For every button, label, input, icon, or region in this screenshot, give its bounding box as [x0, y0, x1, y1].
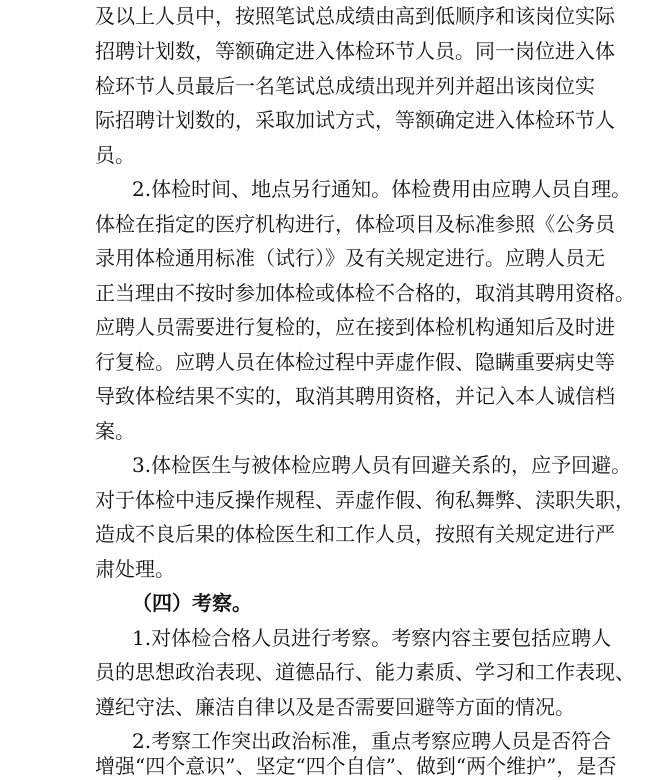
text-line: 检环节人员最后一名笔试总成绩出现并列并超出该岗位实 [95, 74, 595, 98]
text-line: 造成不良后果的体检医生和工作人员，按照有关规定进行严 [95, 522, 615, 546]
text-line: 正当理由不按时参加体检或体检不合格的，取消其聘用资格。 [95, 281, 635, 305]
text-line: 招聘计划数，等额确定进入体检环节人员。同一岗位进入体 [95, 39, 615, 63]
text-line: 行复检。应聘人员在体检过程中弄虚作假、隐瞒重要病史等 [95, 350, 615, 374]
text-line: 案。 [95, 419, 135, 443]
paragraph-start-line: 3.体检医生与被体检应聘人员有回避关系的，应予回避。 [132, 453, 632, 477]
paragraph-start-line: 2.考察工作突出政治标准，重点考察应聘人员是否符合 [132, 729, 612, 753]
text-line: 员。 [95, 143, 135, 167]
text-line: 录用体检通用标准（试行）》及有关规定进行。应聘人员无 [95, 246, 605, 270]
text-line: 体检在指定的医疗机构进行，体检项目及标准参照《公务员 [95, 212, 615, 236]
text-line: 肃处理。 [95, 557, 175, 581]
text-line: 增强“四个意识”、坚定“四个自信”、做到“两个维护”，是否 [95, 754, 617, 778]
text-line: 导致体检结果不实的，取消其聘用资格，并记入本人诚信档 [95, 384, 615, 408]
text-line: 应聘人员需要进行复检的，应在接到体检机构通知后及时进 [95, 315, 615, 339]
paragraph-start-line: 2.体检时间、地点另行通知。体检费用由应聘人员自理。 [132, 177, 632, 201]
section-heading: （四）考察。 [132, 591, 252, 615]
paragraph-start-line: 1.对体检合格人员进行考察。考察内容主要包括应聘人 [132, 626, 612, 650]
text-line: 际招聘计划数的，采取加试方式，等额确定进入体检环节人 [95, 108, 615, 132]
text-line: 遵纪守法、廉洁自律以及是否需要回避等方面的情况。 [95, 695, 575, 719]
text-line: 对于体检中违反操作规程、弄虚作假、徇私舞弊、渎职失职， [95, 488, 635, 512]
text-line: 员的思想政治表现、道德品行、能力素质、学习和工作表现、 [95, 660, 635, 684]
text-line: 及以上人员中，按照笔试总成绩由高到低顺序和该岗位实际 [95, 4, 615, 28]
